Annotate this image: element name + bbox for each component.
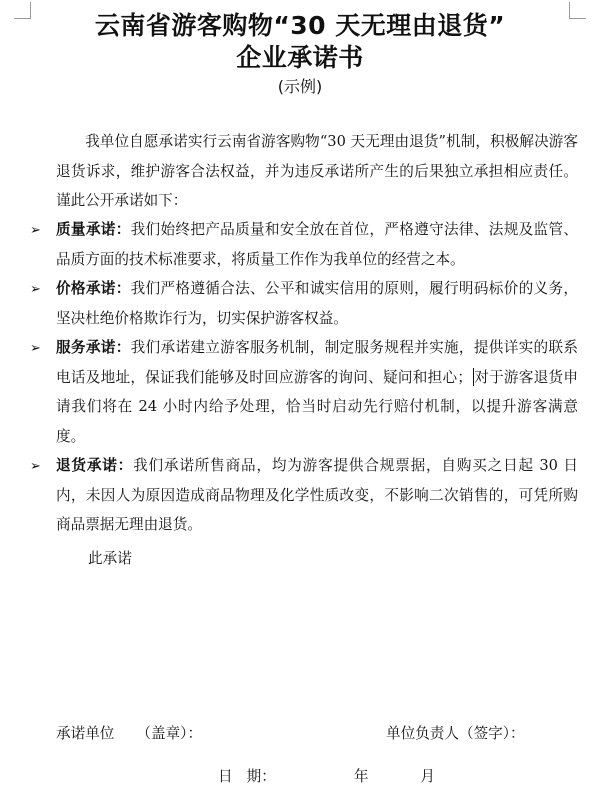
commitment-text: 我们严格遵循合法、公平和诚实信用的原则，履行明码标价的义务，坚决杜绝价格欺诈行为，切实保护游客权益。 [56, 280, 578, 327]
commitment-text-continued: 对于游客退货申请我们将在 24 小时内给予处理，恰当时启动先行赔付机制，以提升游客满意度。 [56, 368, 578, 445]
date-label-qi: 期： [246, 768, 276, 785]
unit-label: 承诺单位 [56, 725, 115, 742]
commitment-item-service [30, 333, 578, 451]
commitment-heading: 服务承诺： [56, 339, 131, 356]
commitment-item-quality [30, 215, 578, 274]
arrow-bullet-icon: ➢ [30, 282, 41, 297]
signature-person: 单位负责人（签字）： [386, 725, 525, 742]
document-title-line1: 云南省游客购物“30 天无理由退货” [94, 11, 506, 40]
document-subtitle: (示例) [277, 77, 323, 96]
commitment-item-price [30, 274, 578, 333]
commitment-heading: 质量承诺： [56, 221, 131, 238]
commitment-list [30, 215, 578, 540]
commitment-text: 我们承诺所售商品，均为游客提供合规票据，自购买之日起 30 日内，未因人为原因造成商品物理及化学性质改变，不影响二次销售的，可凭所购商品票据无理由退货。 [56, 457, 578, 533]
closing-line: 此承诺 [88, 550, 132, 567]
date-month: 月 [420, 768, 436, 785]
commitment-text: 我们承诺建立游客服务机制，制定服务规程并实施，提供详实的联系电话及地址，保证我们能够及时回应游客的询问、疑问和担心； [56, 339, 578, 386]
intro-paragraph: 我单位自愿承诺实行云南省游客购物“30 天无理由退货”机制，积极解决游客退货诉求，维护游客合法权益，并为违反承诺所产生的后果独立承担相应责任。谨此公开承诺如下： [56, 133, 578, 209]
date-line [218, 765, 435, 786]
arrow-bullet-icon: ➢ [30, 223, 41, 238]
date-label-ri: 日 [218, 768, 233, 785]
commitment-item-return [30, 451, 578, 540]
document-title-line2: 企业承诺书 [236, 43, 364, 72]
commitment-heading: 退货承诺： [56, 457, 134, 474]
seal-label: （盖章）： [136, 725, 203, 742]
arrow-bullet-icon: ➢ [30, 459, 41, 474]
commitment-heading: 价格承诺： [56, 280, 131, 297]
date-year: 年 [353, 768, 369, 785]
signature-unit [56, 722, 202, 743]
arrow-bullet-icon: ➢ [30, 341, 41, 356]
commitment-text: 我们始终把产品质量和安全放在首位，严格遵守法律、法规及监管、品质方面的技术标准要求，将质量工作作为我单位的经营之本。 [56, 221, 578, 268]
